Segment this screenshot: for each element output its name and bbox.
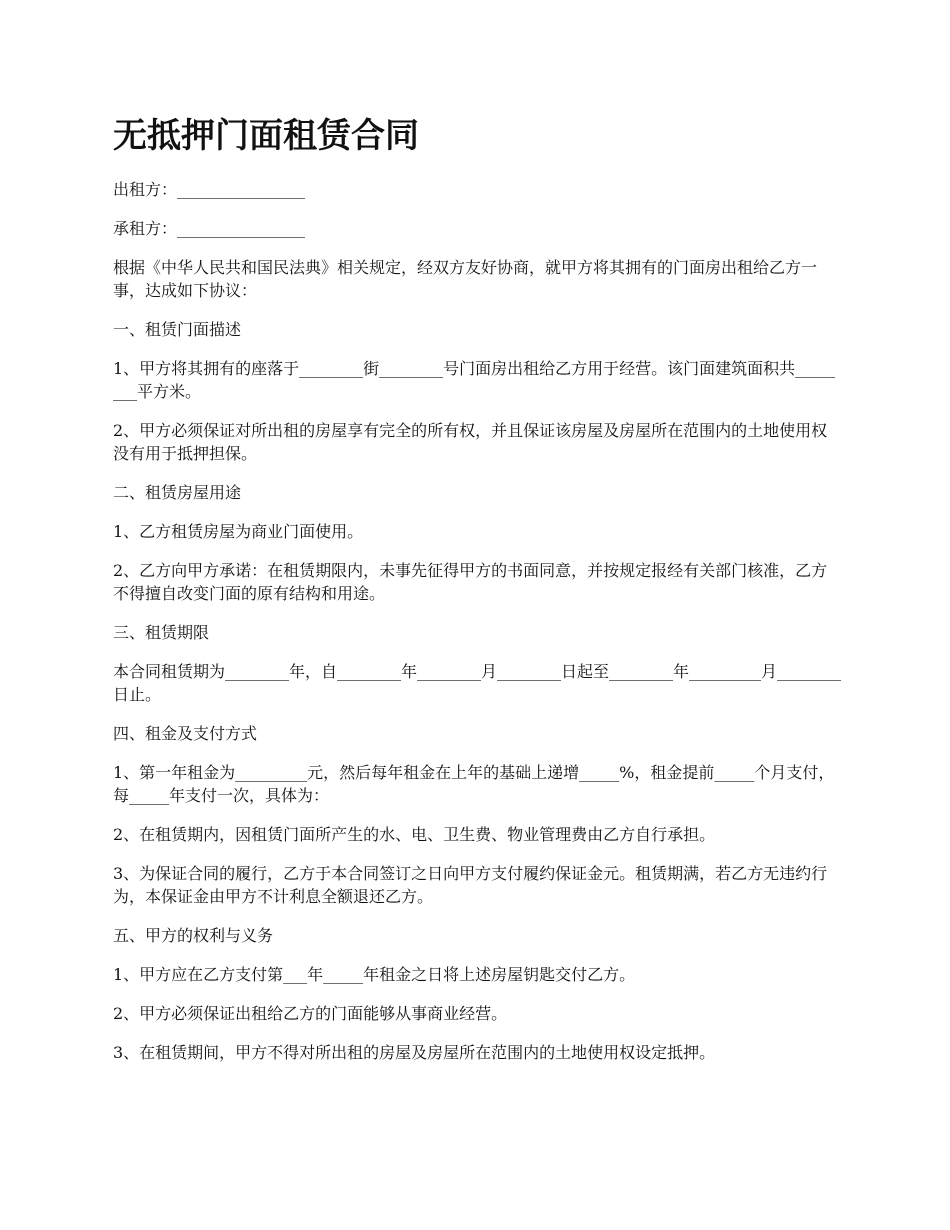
section-heading-1: 一、租赁门面描述	[113, 320, 242, 339]
clause-1-1: 1、甲方将其拥有的座落于________街________号门面房出租给乙方用于经营。该门面建筑面积共________平方米。	[113, 359, 836, 401]
clause-5-1: 1、甲方应在乙方支付第___年_____年租金之日将上述房屋钥匙交付乙方。	[113, 965, 636, 984]
clause-2-1: 1、乙方租赁房屋为商业门面使用。	[113, 522, 364, 541]
section-heading-5: 五、甲方的权利与义务	[113, 926, 274, 945]
lease-term-paragraph: 本合同租赁期为________年，自________年________月________日起至________年_________月________日止。	[113, 662, 842, 704]
clause-1-2: 2、甲方必须保证对所出租的房屋享有完全的所有权，并且保证该房屋及房屋所在范围内的土地使用权没有用于抵押担保。	[113, 421, 828, 463]
document-title: 无抵押门面租赁合同	[113, 116, 419, 156]
clause-4-1: 1、第一年租金为_________元，然后每年租金在上年的基础上递增_____%，租金提前_____个月支付，每_____年支付一次，具体为：	[113, 763, 835, 805]
section-heading-2: 二、租赁房屋用途	[113, 483, 242, 502]
clause-4-3: 3、为保证合同的履行，乙方于本合同签订之日向甲方支付履约保证金元。租赁期满，若乙方无违约行为，本保证金由甲方不计利息全额退还乙方。	[113, 864, 828, 906]
clause-5-2: 2、甲方必须保证出租给乙方的门面能够从事商业经营。	[113, 1004, 508, 1023]
section-heading-3: 三、租赁期限	[113, 623, 210, 642]
clause-2-2: 2、乙方向甲方承诺：在租赁期限内，未事先征得甲方的书面同意，并按规定报经有关部门核准，乙方不得擅自改变门面的原有结构和用途。	[113, 561, 828, 603]
lessor-line: 出租方：________________	[113, 180, 306, 199]
clause-4-2: 2、在租赁期内，因租赁门面所产生的水、电、卫生费、物业管理费由乙方自行承担。	[113, 825, 716, 844]
preamble-paragraph: 根据《中华人民共和国民法典》相关规定，经双方友好协商，就甲方将其拥有的门面房出租给乙方一事，达成如下协议：	[113, 258, 818, 300]
clause-5-3: 3、在租赁期间，甲方不得对所出租的房屋及房屋所在范围内的土地使用权设定抵押。	[113, 1043, 716, 1062]
lessee-line: 承租方：________________	[113, 219, 306, 238]
document-page	[113, 112, 841, 1080]
section-heading-4: 四、租金及支付方式	[113, 724, 258, 743]
